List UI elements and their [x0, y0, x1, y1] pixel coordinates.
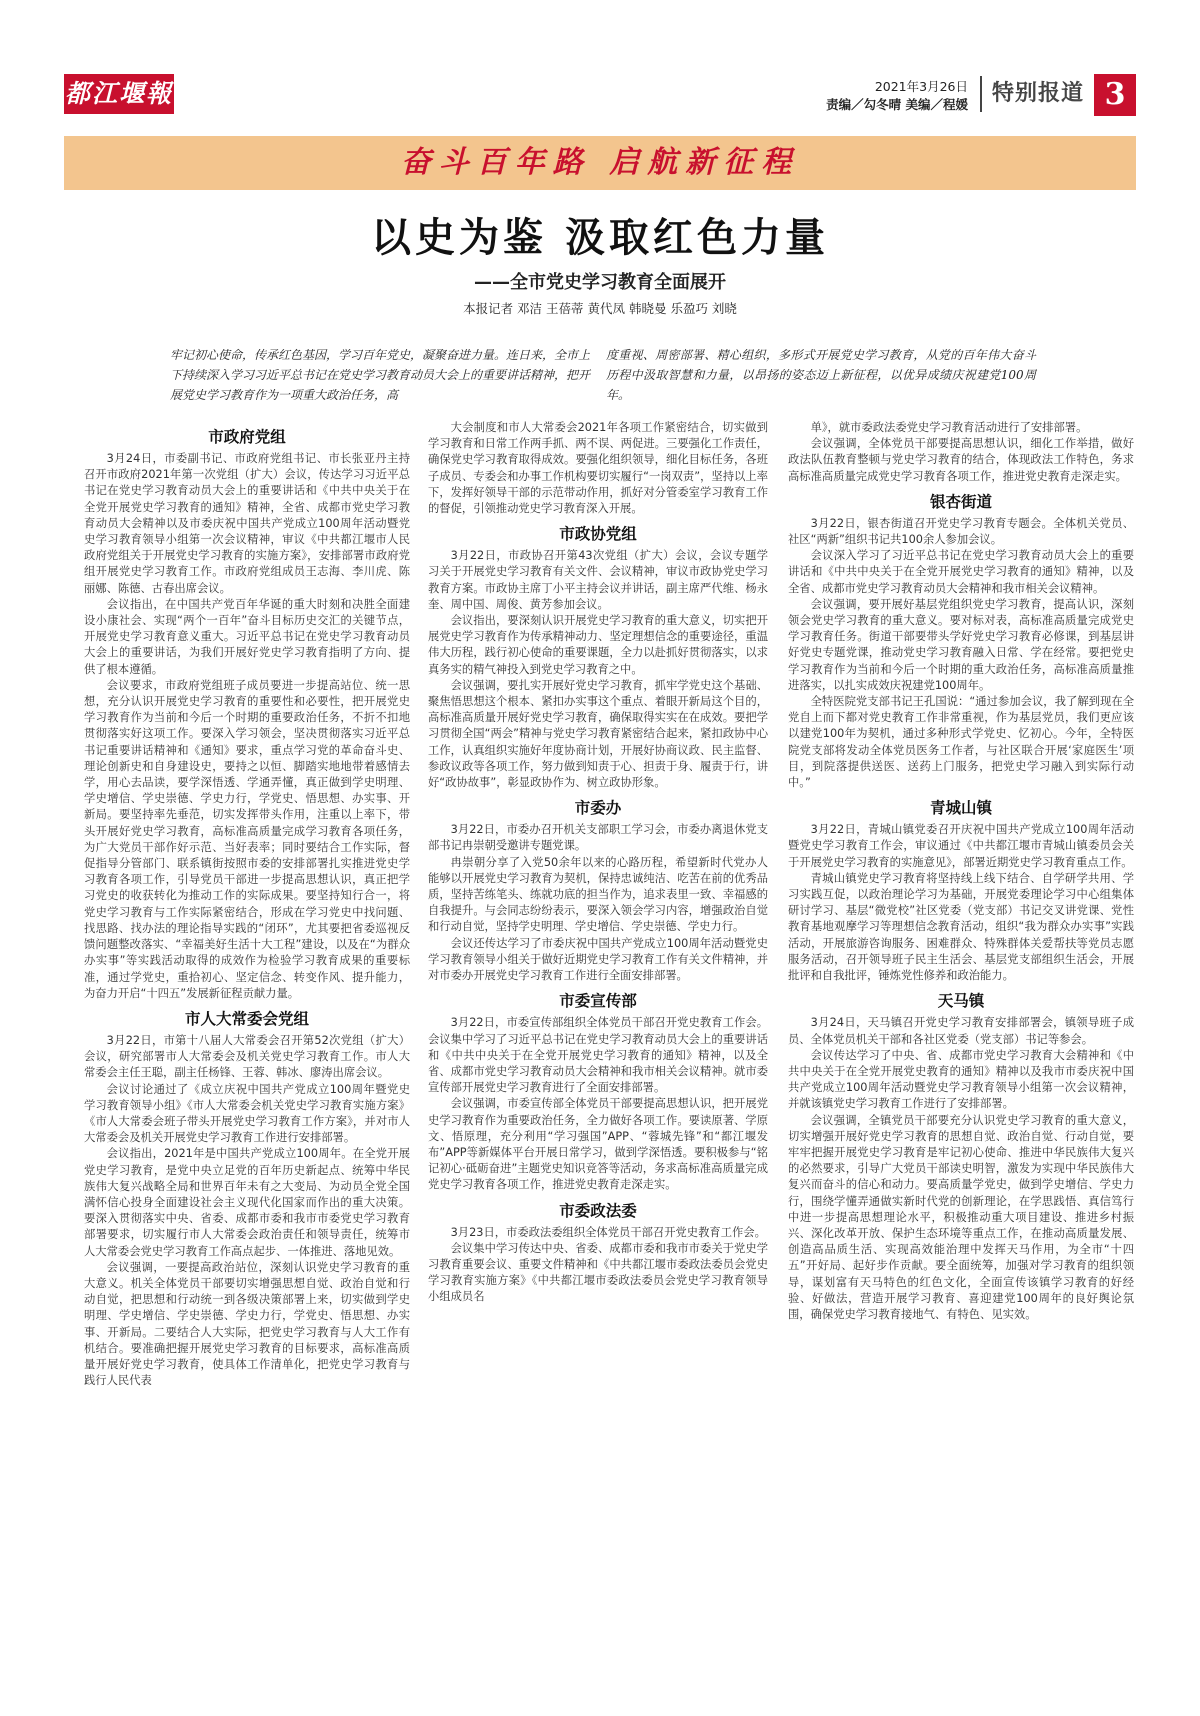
section-heading: 市委政法委 [559, 1201, 637, 1220]
article-title: 以史为鉴 汲取红色力量 [371, 215, 829, 261]
section-name: 特别报道 [980, 76, 1084, 112]
article-paragraph: 3月24日，天马镇召开党史学习教育安排部署会，镇领导班子成员、全体党员机关干部和各社区党委（党支部）书记等参会。 [788, 1016, 1134, 1046]
section-heading: 市委宣传部 [559, 992, 637, 1011]
article-paragraph: 3月22日，市第十八届人大常委会召开第52次党组（扩大）会议，研究部署市人大常委会及机关党史学习教育工作。市人大常委会主任王聪，副主任杨锋、王蓉、韩冰、廖涛出席会议。 [84, 1033, 410, 1080]
issue-date: 2021年3月26日 [874, 79, 968, 94]
section-heading: 市人大常委会党组 [184, 1009, 309, 1028]
article-paragraph: 会议强调，一要提高政治站位，深刻认识党史学习教育的重大意义。机关全体党员干部要切实增强思想自觉、政治自觉和行动自觉，把思想和行动统一到各级决策部署上来，切实做到学史明理、学史增信、学史崇德、学史力行，学党史、悟思想、办实事、开新局。二要结合人大实际，把党史学习教育与人大工作有机结合。要准确把握开展党史学习教育的目标要求，高标准高质量开展好党史学习教育，使具体工作清单化，把党史学习教育与践行人民代表 [84, 1260, 410, 1388]
article-paragraph: 3月22日，市政协召开第43次党组（扩大）会议，会议专题学习关于开展党史学习教育有关文件、会议精神，审议市政协党史学习教育方案。市政协主席丁小平主持会议并讲话，副主席严代维、杨永奎、周中国、周俊、黄芳参加会议。 [428, 549, 768, 611]
section-heading: 天马镇 [937, 992, 985, 1011]
article-paragraph: 会议强调，要扎实开展好党史学习教育，抓牢学党史这个基础、聚焦悟思想这个根本、紧扣办实事这个重点、着眼开新局这个目的，高标准高质量开展好党史学习教育，确保取得实实在在成效。要把学习贯彻全国“两会”精神与党史学习教育紧密结合起来，紧扣政协中心工作，认真组织实施好年度协商计划，开展好协商议政、民主监督、参政议政等各项工作，努力做到知责于心、担责于身、履责于行，讲好“政协故事”，彰显政协作为、树立政协形象。 [428, 678, 768, 790]
article-paragraph: 会议强调，市委宣传部全体党员干部要提高思想认识，把开展党史学习教育作为重要政治任务，全力做好各项工作。要读原著、学原文、悟原理，充分利用“学习强国”APP、“蓉城先锋”和“都江堰发布”APP等新媒体平台开展日常学习，做到学深悟透。要积极参与“铭记初心·砥砺奋进”主题党史知识竞答等活动，务求高标准高质量完成党史学习教育各项工作，推进党史教育走深走实。 [428, 1097, 768, 1192]
article-paragraph: 会议强调，全镇党员干部要充分认识党史学习教育的重大意义，切实增强开展好党史学习教育的思想自觉、政治自觉、行动自觉，要牢牢把握开展党史学习教育是牢记初心使命、推进中华民族伟大复兴的必然要求，引导广大党员干部读史明智，激发为实现中华民族伟大复兴而奋斗的信心和动力。要高质量学党史，做到学史增信、学史力行，围绕学懂弄通做实新时代党的创新理论，在学思践悟、真信笃行中进一步提高思想理论水平，积极推动重大项目建设、推进乡村振兴、深化改革开放、保护生态环境等重点工作，在推动高质量发展、创造高品质生活、实现高效能治理中发挥天马作用，为全市“十四五”开好局、起好步作贡献。要全面统筹，加强对学习教育的组织领导，谋划富有天马特色的红色文化，全面宣传该镇学习教育的好经验、好做法，营造开展学习教育、喜迎建党100周年的良好舆论氛围，确保党史学习教育接地气、有特色、见实效。 [788, 1113, 1134, 1321]
article-paragraph: 3月22日，银杏街道召开党史学习教育专题会。全体机关党员、社区“两新”组织书记共100余人参加会议。 [788, 516, 1134, 547]
article-paragraph: 3月22日，市委办召开机关支部职工学习会，市委办离退休党支部书记冉崇朝受邀讲专题党课。 [428, 823, 768, 853]
article-paragraph: 大会制度和市人大常委会2021年各项工作紧密结合，切实做到学习教育和日常工作两手抓、两不误、两促进。三要强化工作责任，确保党史学习教育取得成效。要强化组织领导，细化目标任务，各班子成员、专委会和办事工作机构要切实履行“一岗双责”，坚持以上率下，发挥好领导干部的示范带动作用，抓好对分管委室学习教育工作的督促，引领推动党史学习教育深入开展。 [428, 421, 768, 516]
article-paragraph: 会议传达学习了中央、省、成都市党史学习教育大会精神和《中共中央关于在全党开展党史教育的通知》精神以及我市市委庆祝中国共产党成立100周年活动暨党史学习教育领导小组第一次会议精神，并就该镇党史学习教育工作进行了安排部署。 [788, 1048, 1134, 1111]
article-column-2 [428, 420, 768, 1620]
editor-credits: 责编／勾冬晴 美编／程媛 [826, 97, 968, 112]
article-byline: 本报记者 邓洁 王蓓蒂 黄代凤 韩晓曼 乐盈巧 刘晓 [463, 301, 737, 316]
article-paragraph: 会议讨论通过了《成立庆祝中国共产党成立100周年暨党史学习教育领导小组》《市人大常委会机关党史学习教育实施方案》《市人大常委会班子带头开展党史学习教育工作方案》，并对市人大常委会及机关开展党史学习教育工作进行安排部署。 [84, 1082, 410, 1145]
section-heading: 银杏街道 [929, 492, 992, 511]
article-paragraph: 青城山镇党史学习教育将坚持线上线下结合、自学研学共用、学习实践互促，以政治理论学习为基础，开展党委理论学习中心组集体研讨学习、基层“微党校”社区党委（党支部）书记交叉讲党课、党性教育基地观摩学习等理想信念教育活动，组织“我为群众办实事”实践活动，开展旅游咨询服务、困难群众、特殊群体关爱帮扶等党员志愿服务活动，召开领导班子民主生活会、基层党支部组织生活会，开展批评和自我批评，锤炼党性修养和政治能力。 [788, 871, 1134, 983]
article-paragraph: 3月23日，市委政法委组织全体党员干部召开党史教育工作会。 [450, 1225, 766, 1239]
issue-info [826, 78, 968, 114]
article-paragraph: 会议还传达学习了市委庆祝中国共产党成立100周年活动暨党史学习教育领导小组关于做好近期党史学习教育工作有关文件精神，并对市委办开展党史学习教育工作进行全面安排部署。 [428, 936, 768, 983]
article-paragraph: 会议强调，要开展好基层党组织党史学习教育，提高认识，深刻领会党史学习教育的重大意义。要对标对表，高标准高质量完成党史学习教育任务。街道干部要带头学好党史学习教育必修课，到基层讲好党史专题党课，推动党史学习教育融入日常、学在经常。要把党史学习教育作为当前和今后一个时期的重大政治任务，高标准高质量推进落实，以扎实成效庆祝建党100周年。 [788, 597, 1134, 692]
article-paragraph: 会议集中学习传达中央、省委、成都市委和我市市委关于党史学习教育重要会议、重要文件精神和《中共都江堰市委政法委员会党史学习教育实施方案》《中共都江堰市委政法委员会党史学习教育领导小组成员名 [428, 1241, 768, 1304]
newspaper-logo[interactable]: 都江堰報 [64, 74, 174, 114]
lead-paragraph-right: 度重视、周密部署、精心组织，多形式开展党史学习教育，从党的百年伟大奋斗历程中汲取智慧和力量，以昂扬的姿态迈上新征程，以优异成绩庆祝建党100周年。 [606, 348, 1036, 402]
article-paragraph: 会议指出，2021年是中国共产党成立100周年。在全党开展党史学习教育，是党中央立足党的百年历史新起点、统筹中华民族伟大复兴战略全局和世界百年未有之大变局、为动员全党全国满怀信心投身全面建设社会主义现代化国家而作出的重大决策。要深入贯彻落实中央、省委、成都市委和我市市委党史学习教育部署要求，切实履行市人大常委会政治责任和领导责任，统筹市人大常委会党史学习教育工作高点起步、一体推进、落地见效。 [84, 1147, 410, 1258]
article-paragraph: 3月22日，青城山镇党委召开庆祝中国共产党成立100周年活动暨党史学习教育工作会，审议通过《中共都江堰市青城山镇委员会关于开展党史学习教育的实施意见》，部署近期党史学习教育重点工作。 [788, 823, 1134, 869]
article-paragraph: 3月22日，市委宣传部组织全体党员干部召开党史教育工作会。会议集中学习了习近平总书记在党史学习教育动员大会上的重要讲话和《中共中央关于在全党开展党史学习教育的通知》精神，以及全省、成都市党史学习教育动员大会精神和我市相关会议精神。就市委宣传部开展党史学习教育进行了全面安排部署。 [428, 1016, 768, 1095]
article-paragraph: 会议指出，要深刻认识开展党史学习教育的重大意义，切实把开展党史学习教育作为传承精神动力、坚定理想信念的重要途径，重温伟大历程，践行初心使命的重要课题，全力以赴抓好贯彻落实，以求真务实的精气神投入到党史学习教育之中。 [428, 614, 768, 676]
article-column-3 [788, 420, 1134, 1620]
article-paragraph: 单》，就市委政法委党史学习教育活动进行了安排部署。 [810, 421, 1088, 434]
section-heading: 市政府党组 [208, 428, 286, 446]
article-paragraph: 全特医院党支部书记王孔国说：“通过参加会议，我了解到现在全党自上而下都对党史教育工作非常重视，作为基层党员，我们更应该以建党100年为契机，通过多种形式学党史、忆初心。今年，全特医院党支部将发动全体党员医务工作者，与社区联合开展‘家庭医生’项目，到院落提供送医、送药上门服务，把党史学习融入到实际行动中。” [788, 695, 1134, 790]
article-column-1 [84, 420, 410, 1620]
lead-paragraph-left: 牢记初心使命，传承红色基因，学习百年党史，凝聚奋进力量。连日来，全市上下持续深入学习习近平总书记在党史学习教育动员大会上的重要讲话精神，把开展党史学习教育作为一项重大政治任务，高 [170, 348, 591, 402]
section-heading: 市政协党组 [559, 525, 637, 544]
article-subtitle: ——全市党史学习教育全面展开 [474, 272, 726, 293]
page-number: 3 [1094, 74, 1136, 116]
theme-banner: 奋斗百年路 启航新征程 [64, 136, 1136, 190]
article-paragraph: 会议深入学习了习近平总书记在党史学习教育动员大会上的重要讲话和《中共中央关于在全党开展党史学习教育的通知》精神，以及全省、成都市党史学习教育动员大会精神和我市相关会议精神。 [788, 549, 1134, 595]
masthead [64, 74, 1136, 122]
article-paragraph: 冉崇朝分享了入党50余年以来的心路历程，希望新时代党办人能够以开展党史学习教育为契机，保持忠诚纯洁、吃苦在前的优秀品质，坚持苦练笔头、练就功底的担当作为，追求表里一致、幸福感的自我提升。与会同志纷纷表示，要深入领会学习内容，增强政治自觉和行动自觉，坚持学史明理、学史增信、学史崇德、学史力行。 [428, 855, 768, 934]
article-paragraph: 会议要求，市政府党组班子成员要进一步提高站位、统一思想，充分认识开展党史学习教育的重要性和必要性，把开展党史学习教育作为当前和今后一个时期的重要政治任务，不折不扣地贯彻落实好这项工作。要深入学习领会，坚决贯彻落实习近平总书记重要讲话精神和《通知》要求，重点学习党的革命奋斗史、理论创新史和自身建设史，要持之以恒、脚踏实地地带着感情去学，用心去品读，要学深悟透、学通弄懂，真正做到学史明理、学史增信、学史崇德、学史力行，学党史、悟思想、办实事、开新局。要坚持率先垂范，切实发挥带头作用，注重以上率下，带头开展好党史学习教育，高标准高质量完成学习教育各项任务，为广大党员干部作好示范、当好表率；同时要结合工作实际，督促指导分管部门、联系镇街按照市委的安排部署扎实推进党史学习教育各项工作，引导党员干部进一步提高思想认识，真正把学习党史的收获转化为推动工作的实际成果。要坚持知行合一，将党史学习教育与工作实际紧密结合，形成在学习党史中找问题、找思路、找办法的理论指导实践的“闭环”，尤其要把省委巡视反馈问题整改落实、“幸福美好生活十大工程”建设，以及在“为群众办实事”等实践活动取得的成效作为检验学习教育成果的重要标准，通过学党史，重拾初心、坚定信念、转变作风、提升能力，为奋力开启“十四五”发展新征程贡献力量。 [84, 678, 410, 1000]
section-heading: 青城山镇 [929, 799, 992, 818]
section-heading: 市委办 [574, 799, 622, 818]
article-paragraph: 会议指出，在中国共产党百年华诞的重大时刻和决胜全面建设小康社会、实现“两个一百年”奋斗目标历史交汇的关键节点，开展党史学习教育意义重大。习近平总书记在党史学习教育动员大会上的重要讲话，为我们开展好党史学习教育指明了方向、提供了根本遵循。 [84, 597, 410, 676]
article-paragraph: 3月24日，市委副书记、市政府党组书记、市长张亚丹主持召开市政府2021年第一次党组（扩大）会议，传达学习习近平总书记在党史学习教育动员大会上的重要讲话和《中共中央关于在全党开展党史学习教育的通知》精神，全省、成都市党史学习教育动员大会精神以及市委庆祝中国共产党成立100周年活动暨党史学习教育领导小组第一次会议精神，审议《中共都江堰市人民政府党组关于开展党史学习教育的实施方案》，安排部署市政府党组开展党史学习教育工作。市政府党组成员王志海、李川虎、陈丽娜、陈德、古春出席会议。 [84, 452, 410, 595]
article-paragraph: 会议强调，全体党员干部要提高思想认识，细化工作举措，做好政法队伍教育整顿与党史学习教育的结合，体现政法工作特色，务求高标准高质量完成党史学习教育各项工作，推进党史教育走深走实。 [788, 437, 1134, 483]
